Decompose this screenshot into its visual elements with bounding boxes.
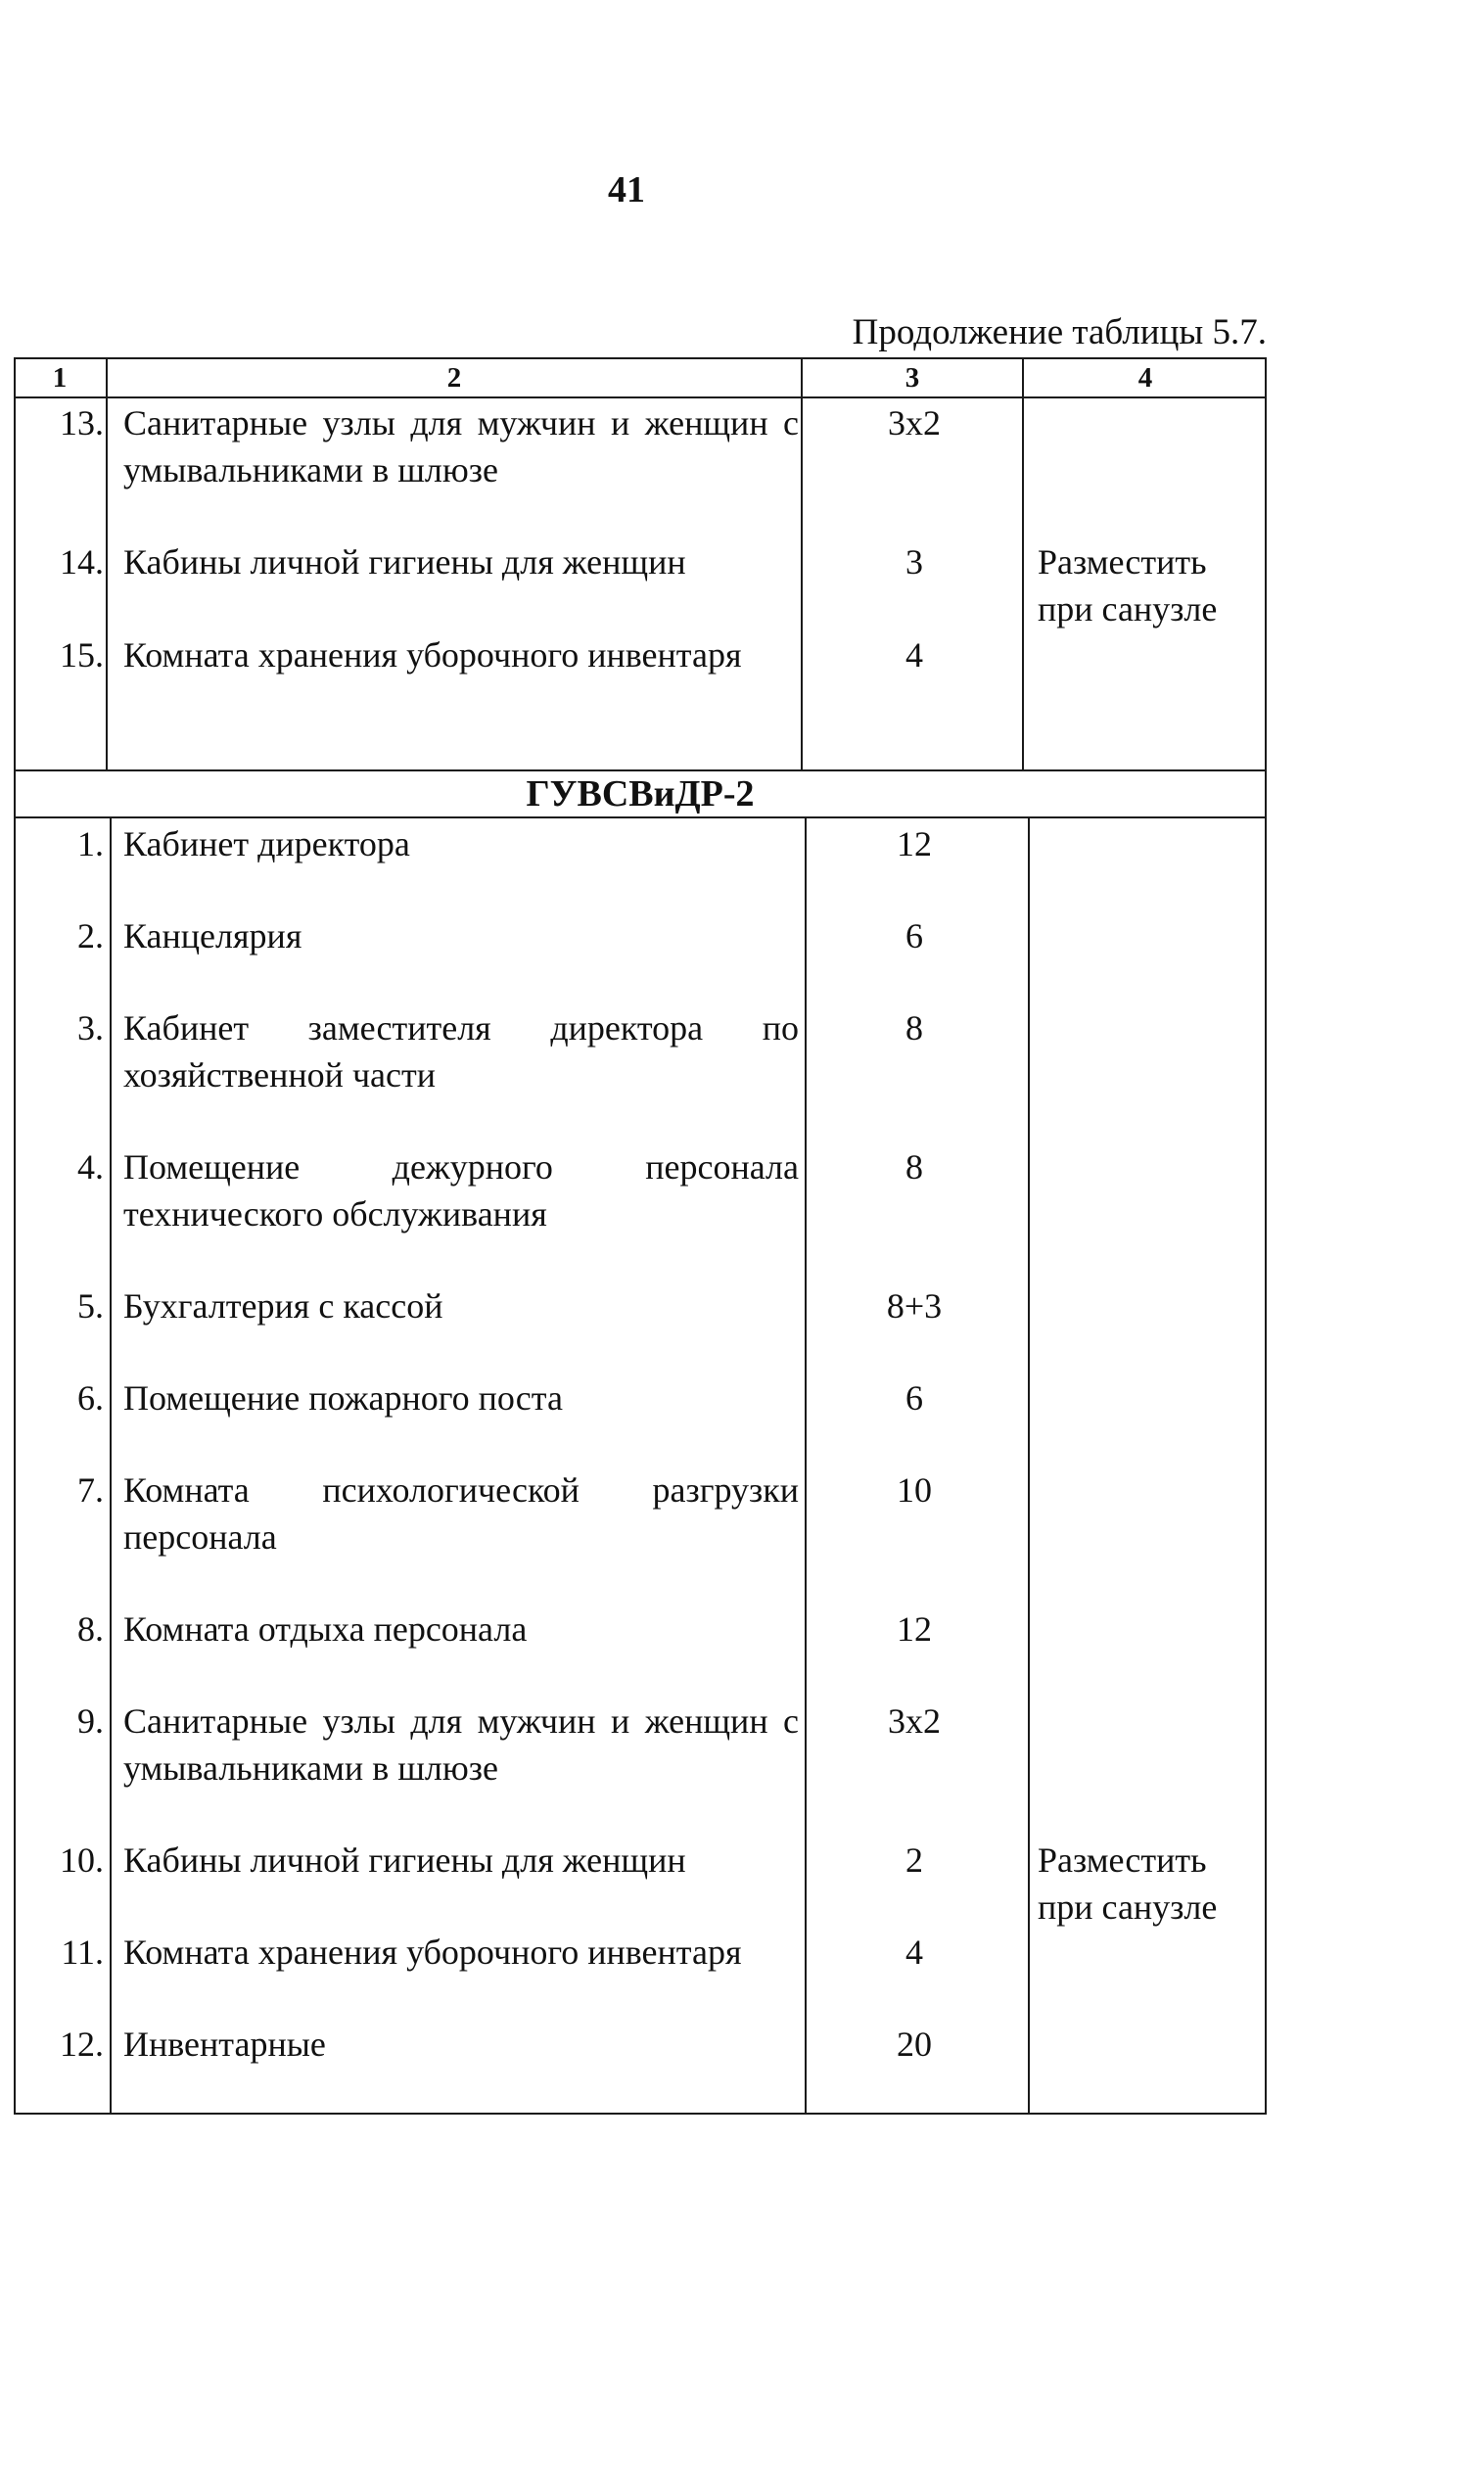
room-area: 20 <box>897 2025 932 2064</box>
row-number: 12. <box>60 2025 104 2064</box>
section-title: ГУВСВиДР-2 <box>526 773 755 815</box>
room-area: 3х2 <box>888 403 941 442</box>
row-number: 4. <box>77 1147 104 1187</box>
row-number: 5. <box>77 1286 104 1326</box>
table-caption: Продолжение таблицы 5.7. <box>852 312 1267 352</box>
room-area: 12 <box>897 1609 932 1649</box>
room-area: 8 <box>905 1147 923 1187</box>
row-number: 2. <box>77 916 104 955</box>
room-area: 3 <box>905 542 923 582</box>
row-number: 8. <box>77 1609 104 1649</box>
room-name: Кабины личной гигиены для женщин <box>123 1840 686 1880</box>
room-name: Комната психологической разгрузки персонала <box>123 1470 799 1557</box>
row-number: 6. <box>77 1378 104 1418</box>
row-number: 3. <box>77 1008 104 1048</box>
row-number: 15. <box>60 635 104 675</box>
header-col-1: 1 <box>52 362 68 394</box>
room-area: 4 <box>905 635 923 675</box>
row-number: 14. <box>60 542 104 582</box>
room-name: Помещение пожарного поста <box>123 1378 563 1418</box>
header-col-4: 4 <box>1137 362 1153 394</box>
row-number: 9. <box>77 1701 104 1741</box>
room-name: Кабины личной гигиены для женщин <box>123 542 686 582</box>
header-rule <box>14 396 1267 398</box>
room-name: Комната отдыха персонала <box>123 1609 528 1649</box>
room-name: Санитарные узлы для мужчин и женщин с умывальниками в шлюзе <box>123 403 799 489</box>
room-name: Комната хранения уборочного инвентаря <box>123 635 742 675</box>
col-divider-1-bottom <box>110 816 112 2115</box>
row-number: 7. <box>77 1470 104 1510</box>
page-number: 41 <box>608 169 645 210</box>
room-area: 10 <box>897 1470 932 1510</box>
col-divider-2-top <box>801 357 803 769</box>
room-area: 4 <box>905 1932 923 1972</box>
room-name: Канцелярия <box>123 916 302 955</box>
header-col-2: 2 <box>446 362 462 394</box>
room-name: Кабинет директора <box>123 824 410 863</box>
room-area: 3х2 <box>888 1701 941 1741</box>
room-name: Бухгалтерия с кассой <box>123 1286 443 1326</box>
room-area: 12 <box>897 824 932 863</box>
row-number: 11. <box>61 1932 104 1972</box>
row-number: 13. <box>60 403 104 442</box>
room-area: 2 <box>905 1840 923 1880</box>
room-area: 6 <box>905 916 923 955</box>
col-divider-1-top <box>106 357 108 769</box>
room-name: Комната хранения уборочного инвентаря <box>123 1932 742 1972</box>
room-note: Разместить при санузле <box>1038 1840 1218 1927</box>
room-name: Помещение дежурного персонала технического обслуживания <box>123 1147 799 1234</box>
col-divider-3-top <box>1022 357 1024 769</box>
header-col-3: 3 <box>904 362 920 394</box>
room-name: Инвентарные <box>123 2025 326 2064</box>
row-number: 1. <box>77 824 104 863</box>
room-note: Разместить при санузле <box>1038 542 1218 629</box>
room-name: Кабинет заместителя директора по хозяйственной части <box>123 1008 799 1094</box>
room-area: 8 <box>905 1008 923 1048</box>
room-area: 6 <box>905 1378 923 1418</box>
row-number: 10. <box>60 1840 104 1880</box>
room-name: Санитарные узлы для мужчин и женщин с умывальниками в шлюзе <box>123 1701 799 1788</box>
col-divider-3-bottom <box>1028 816 1030 2115</box>
room-area: 8+3 <box>886 1286 943 1326</box>
